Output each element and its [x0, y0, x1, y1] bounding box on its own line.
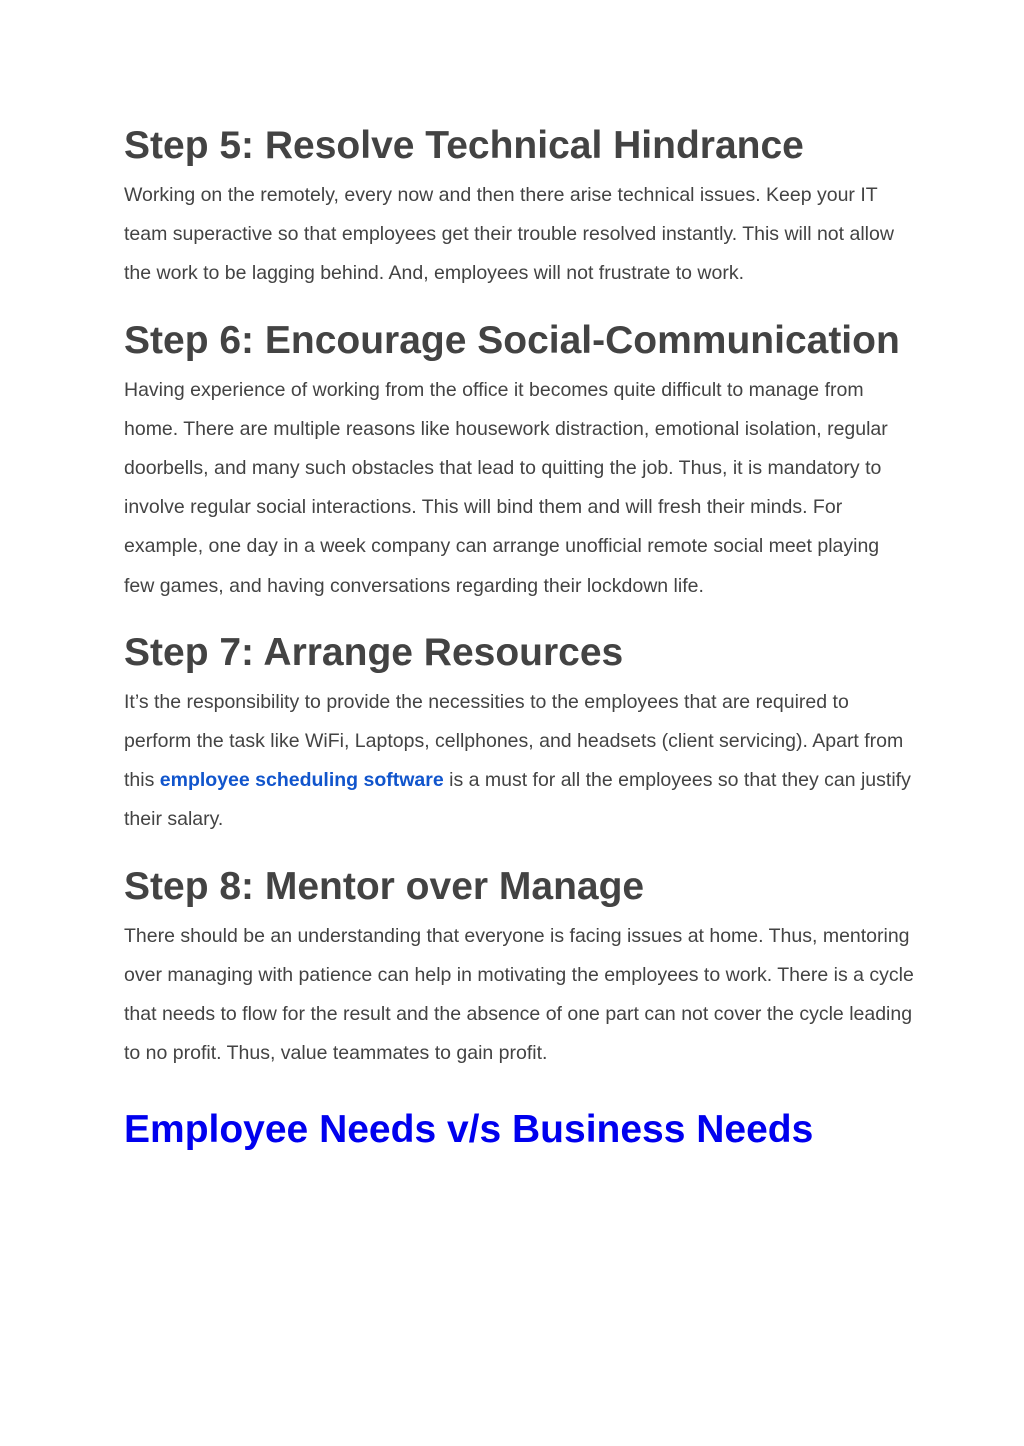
- document-page: [124, 122, 914, 1154]
- step-7-text-after-link: is a must for all the employees so that they can justify their salary.: [124, 769, 911, 831]
- section-step-7: [124, 629, 914, 840]
- step-7-paragraph: [124, 683, 914, 840]
- step-5-paragraph: Working on the remotely, every now and then there arise technical issues. Keep your IT team superactive so that employees get their trouble resolved instantly. This will not allow the work to be lagging behind. And, employees will not frustrate to work.: [124, 184, 894, 285]
- section-step-5: [124, 122, 914, 294]
- step-8-heading: Step 8: Mentor over Manage: [124, 864, 645, 908]
- step-5-heading: Step 5: Resolve Technical Hindrance: [124, 124, 804, 167]
- section-step-8: [124, 863, 914, 1074]
- step-8-paragraph: There should be an understanding that everyone is facing issues at home. Thus, mentoring over managing with patience can help in motivating the employees to work. There is a cycle that needs to flow for the result and the absence of one part can not cover the cycle leading to no profit. Thus, value teammates to gain profit.: [124, 924, 914, 1065]
- step-6-paragraph: Having experience of working from the office it becomes quite difficult to manage from home. There are multiple reasons like housework distraction, emotional isolation, regular doorbells, and many such obstacles that lead to quitting the job. Thus, it is mandatory to involve regular social interactions. This will bind them and will fresh their minds. For example, one day in a week company can arrange unofficial remote social meet playing few games, and having conversations regarding their lockdown life.: [124, 378, 888, 597]
- step-7-heading: Step 7: Arrange Resources: [124, 630, 624, 674]
- section-step-6: [124, 317, 914, 606]
- employee-scheduling-software-link[interactable]: employee scheduling software: [159, 769, 444, 792]
- step-6-heading: Step 6: Encourage Social-Communication: [124, 318, 900, 362]
- step-7-text-before-link: It’s the responsibility to provide the necessities to the employees that are required to perform the task like WiFi, Laptops, cellphones, and headsets (client servicing). Apart from this: [124, 690, 904, 792]
- employee-vs-business-needs-heading: Employee Needs v/s Business Needs: [124, 1108, 814, 1152]
